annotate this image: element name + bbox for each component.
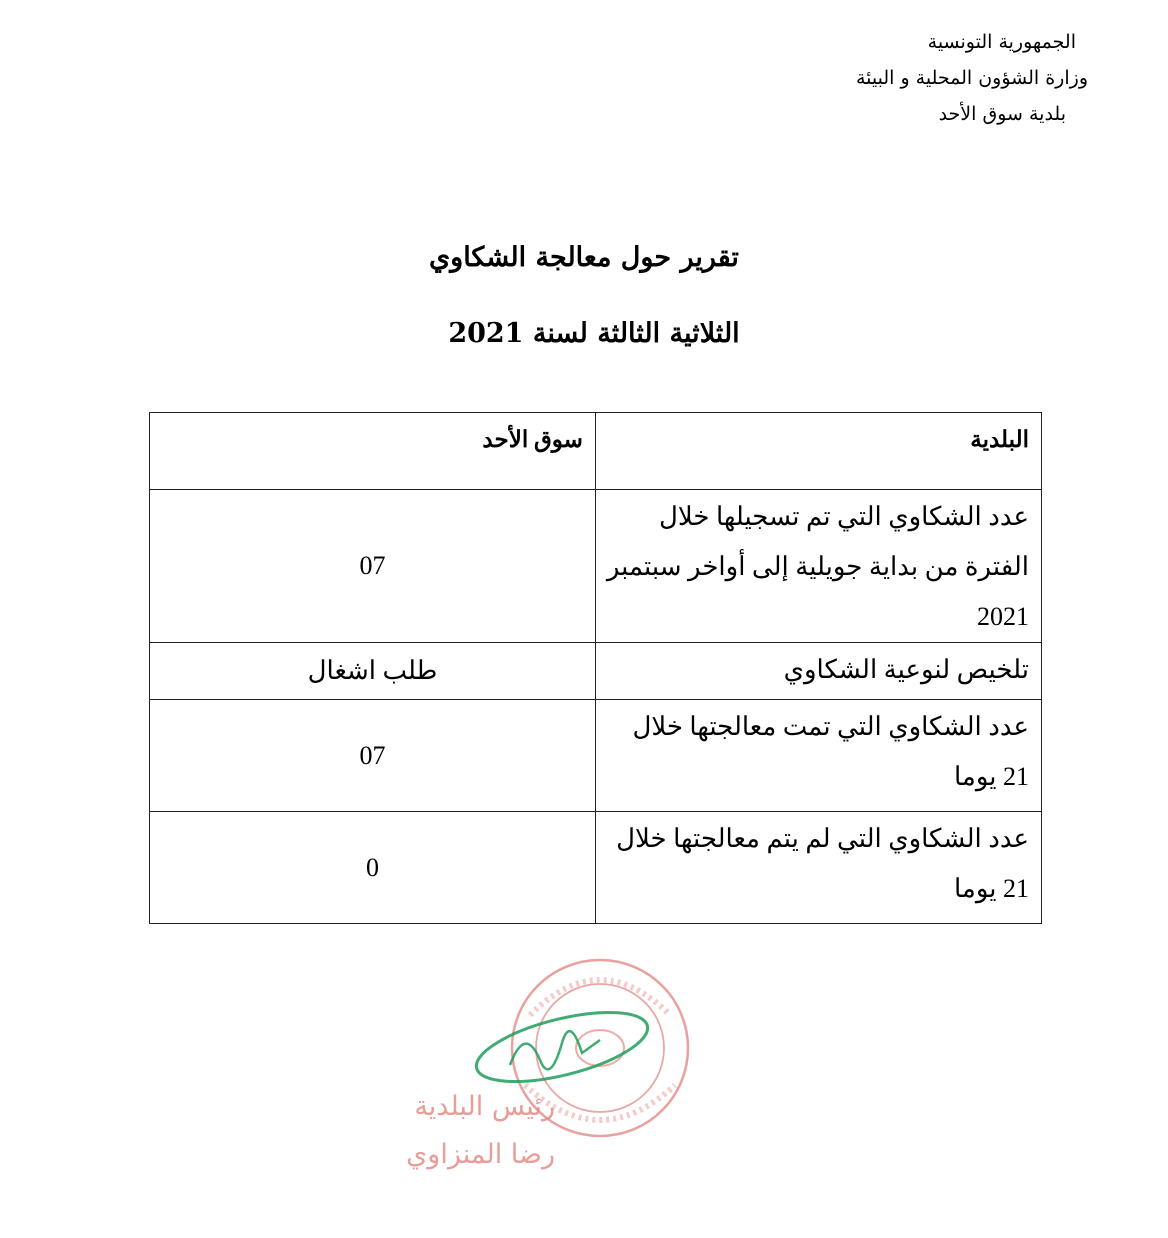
row-label: عدد الشكاوي التي تم تسجيلها خلال الفترة من بداية جويلية إلى أواخر سبتمبر 2021: [606, 502, 1029, 631]
row-label-cell: [595, 812, 1041, 924]
header-republic: الجمهورية التونسية: [927, 31, 1076, 53]
report-subtitle: الثلاثية الثالثة لسنة 2021: [448, 318, 740, 349]
row-label: عدد الشكاوي التي لم يتم معالجتها خلال 21 يوما: [616, 824, 1029, 903]
row-value: طلب اشغال: [150, 643, 596, 700]
table-row: [150, 490, 1042, 643]
header-value: سوق الأحد: [482, 427, 583, 452]
header-label: البلدية: [970, 427, 1029, 452]
table-header-row: [150, 413, 1042, 490]
stamp-emblem-icon: [576, 1030, 624, 1066]
header-label-cell: [595, 413, 1041, 490]
header-value-cell: [150, 413, 596, 490]
complaints-table: [149, 412, 1042, 924]
document-header: [728, 32, 1088, 140]
signature-name: رضا المنزاوي: [406, 1139, 555, 1170]
header-municipality: بلدية سوق الأحد: [938, 103, 1066, 125]
row-label: تلخيص لنوعية الشكاوي: [783, 655, 1029, 684]
signature-title: رئيس البلدية: [414, 1091, 555, 1122]
official-stamp-and-signature: [300, 955, 720, 1195]
row-value: 0: [150, 812, 596, 924]
row-label: عدد الشكاوي التي تمت معالجتها خلال 21 يوما: [632, 712, 1029, 791]
row-label-cell: [595, 700, 1041, 812]
table-row: [150, 643, 1042, 700]
row-label-cell: [595, 643, 1041, 700]
table-row: [150, 700, 1042, 812]
table-row: [150, 812, 1042, 924]
stamp-text-arc-icon: [530, 980, 670, 1015]
stamp-inner-ring-icon: [536, 984, 664, 1112]
row-value: 07: [150, 700, 596, 812]
header-ministry: وزارة الشؤون المحلية و البيئة: [855, 67, 1088, 89]
row-value: 07: [150, 490, 596, 643]
report-title: تقرير حول معالجة الشكاوي: [429, 242, 739, 273]
row-label-cell: [595, 490, 1041, 643]
